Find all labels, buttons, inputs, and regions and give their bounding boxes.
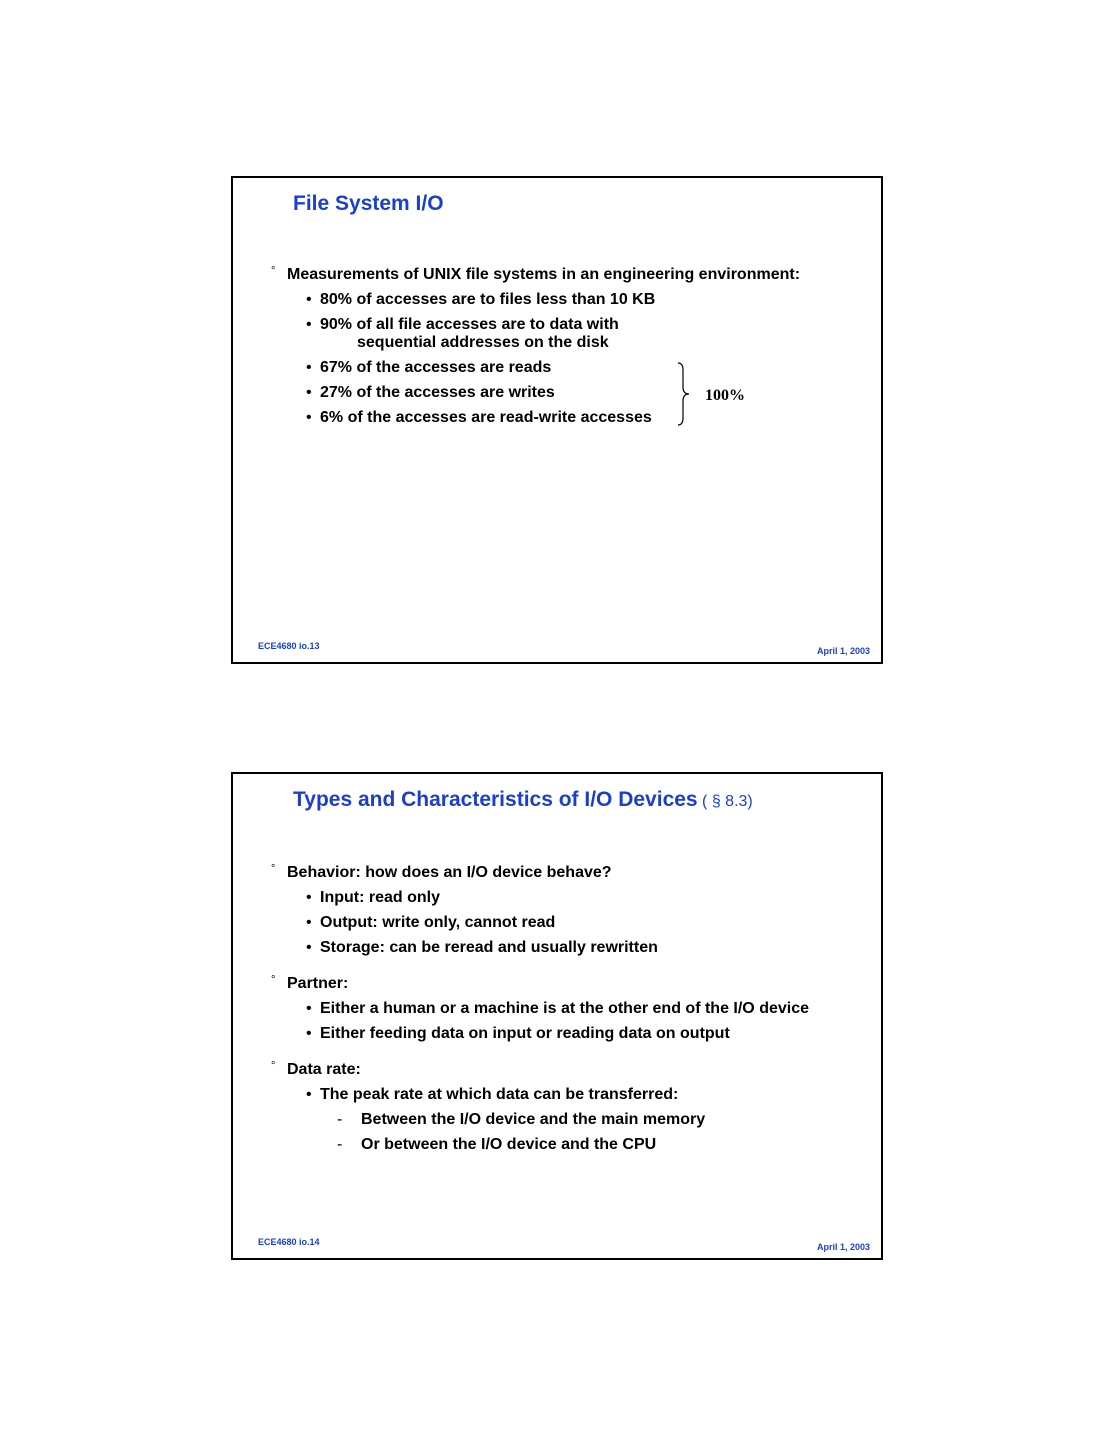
bullet-text-continued: sequential addresses on the disk (357, 334, 609, 351)
bullet-partner (269, 975, 881, 993)
dot-bullet-icon: • (306, 939, 312, 956)
slide-file-system-io (231, 176, 883, 664)
degree-bullet-icon: ° (271, 974, 276, 986)
degree-bullet-icon: ° (271, 265, 276, 277)
dash-bullet-icon: - (337, 1111, 343, 1128)
dot-bullet-icon: • (306, 914, 312, 931)
slide-io-devices (231, 772, 883, 1260)
dot-bullet-icon: • (306, 1086, 312, 1103)
bullet-data-rate (269, 1061, 881, 1079)
degree-bullet-icon: ° (271, 1060, 276, 1072)
bullet-text: 90% of all file accesses are to data with (320, 316, 619, 333)
dot-bullet-icon: • (306, 1000, 312, 1017)
slide-body (269, 266, 881, 434)
slide-title (293, 788, 753, 812)
brace-total-label: 100% (705, 387, 745, 404)
bullet-text: Storage: can be reread and usually rewritten (320, 939, 658, 956)
bullet-text: The peak rate at which data can be transferred: (320, 1086, 679, 1103)
bullet-90-percent (269, 316, 881, 352)
bullet-67-percent (269, 359, 881, 377)
bullet-feeding-data (269, 1025, 881, 1043)
bullet-text: 27% of the accesses are writes (320, 384, 555, 401)
bullet-behavior (269, 864, 881, 882)
bullet-text: Measurements of UNIX file systems in an engineering environment: (287, 266, 801, 283)
spacer (269, 964, 881, 975)
bullet-text: Behavior: how does an I/O device behave? (287, 864, 612, 881)
bullet-text: Either a human or a machine is at the other end of the I/O device (320, 1000, 809, 1017)
bullet-27-percent (269, 384, 881, 402)
bullet-main-memory (269, 1111, 881, 1129)
slide-title-text: Types and Characteristics of I/O Devices (293, 788, 698, 811)
bullet-human-or-machine (269, 1000, 881, 1018)
dot-bullet-icon: • (306, 384, 312, 401)
bullet-80-percent (269, 291, 881, 309)
bullet-text: Data rate: (287, 1061, 361, 1078)
spacer (269, 1050, 881, 1061)
bullet-peak-rate (269, 1086, 881, 1104)
bullet-text: Input: read only (320, 889, 440, 906)
bullet-storage (269, 939, 881, 957)
dot-bullet-icon: • (306, 291, 312, 308)
dash-bullet-icon: - (337, 1136, 343, 1153)
bullet-text: 67% of the accesses are reads (320, 359, 552, 376)
slide-title: File System I/O (293, 192, 444, 215)
dot-bullet-icon: • (306, 316, 312, 333)
bullet-measurements (269, 266, 881, 284)
dot-bullet-icon: • (306, 889, 312, 906)
slide-footer-id: ECE4680 io.14 (258, 1237, 320, 1247)
bullet-cpu (269, 1136, 881, 1154)
bullet-6-percent (269, 409, 881, 427)
slide-footer-date: April 1, 2003 (816, 646, 870, 656)
bullet-text: 6% of the accesses are read-write accesses (320, 409, 652, 426)
dot-bullet-icon: • (306, 409, 312, 426)
bullet-text: Partner: (287, 975, 349, 992)
slide-footer-date: April 1, 2003 (816, 1242, 870, 1252)
degree-bullet-icon: ° (271, 863, 276, 875)
bullet-text: Either feeding data on input or reading data on output (320, 1025, 730, 1042)
slide-footer-id: ECE4680 io.13 (258, 641, 320, 651)
bullet-text: Between the I/O device and the main memory (361, 1111, 706, 1128)
curly-brace-icon (677, 362, 691, 426)
bullet-text: Output: write only, cannot read (320, 914, 556, 931)
bullet-text: 80% of accesses are to files less than 10 KB (320, 291, 656, 308)
dot-bullet-icon: • (306, 1025, 312, 1042)
section-reference: ( § 8.3) (697, 793, 753, 810)
dot-bullet-icon: • (306, 359, 312, 376)
bullet-input (269, 889, 881, 907)
bullet-output (269, 914, 881, 932)
bullet-text: Or between the I/O device and the CPU (361, 1136, 657, 1153)
slide-body (269, 864, 881, 1161)
